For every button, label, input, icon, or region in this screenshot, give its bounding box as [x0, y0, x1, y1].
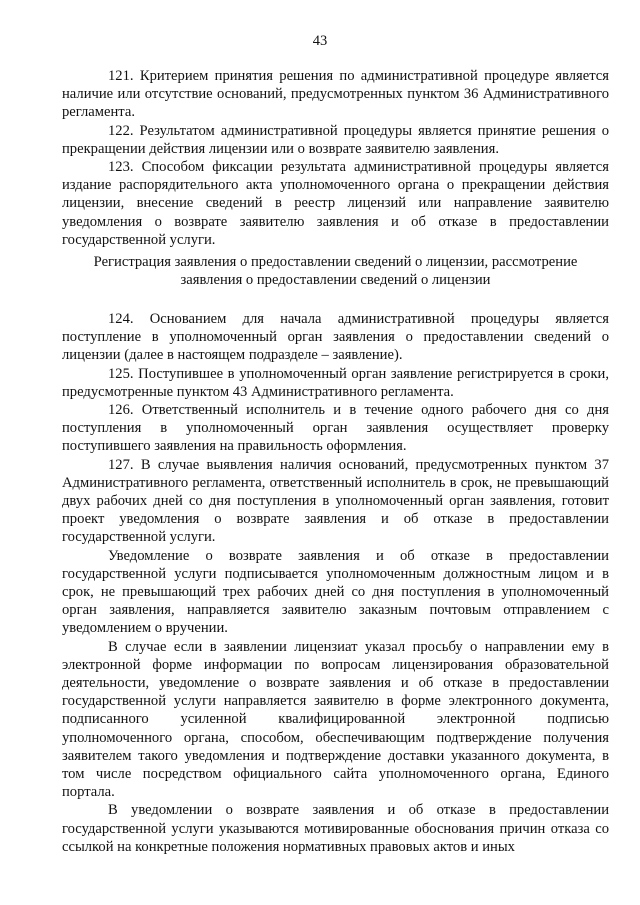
paragraph-126: 126. Ответственный исполнитель и в течение одного рабочего дня со дня поступления в уполномоченный орган заявления осуществляет проверку поступившего заявления на правильность оформления. [62, 402, 609, 455]
paragraph-127: 127. В случае выявления наличия оснований, предусмотренных пунктом 37 Административного регламента, ответственный исполнитель в срок, не превышающий двух рабочих дней со дня поступления в уполномоченный орган заявления, готовит проект уведомления о возврате заявления и об отказе в предоставлении государственной услуги. [62, 456, 609, 546]
paragraph-notice-signing: Уведомление о возврате заявления и об отказе в предоставлении государственной услуги подписывается уполномоченным должностным лицом и в срок, не превышающий трех рабочих дней со дня поступления в уполномоченный орган заявления, направляется заявителю заказным почтовым отправлением с уведомлением о вручении. [62, 547, 609, 637]
top-text-block [62, 67, 609, 249]
paragraph-124: 124. Основанием для начала административной процедуры является поступление в уполномоченный орган заявления о предоставлении сведений о лицензии (далее в настоящем подразделе – заявление). [62, 311, 609, 364]
paragraph-125: 125. Поступившее в уполномоченный орган заявление регистрируется в сроки, предусмотренные пунктом 43 Административного регламента. [62, 365, 609, 400]
paragraph-121: 121. Критерием принятия решения по административной процедуре является наличие или отсутствие оснований, предусмотренных пунктом 36 Административного регламента. [62, 68, 609, 121]
paragraph-electronic-form: В случае если в заявлении лицензиат указал просьбу о направлении ему в электронной форме информации по вопросам лицензирования образовательной деятельности, уведомление о возврате заявления и об отказе в предоставлении государственной услуги направляется заявителю в форме электронного документа, подписанного усиленной квалифицированной электронной подписью уполномоченного органа, способом, обеспечивающим подтверждение получения заявителем такого уведомления и подтверждение доставки указанного документа, в том числе посредством официального сайта уполномоченного органа, Единого портала. [62, 638, 609, 801]
paragraph-123: 123. Способом фиксации результата административной процедуры является издание распорядительного акта уполномоченного органа о прекращении действия лицензии, внесение сведений в реестр лицензий или направление заявителю уведомления о возврате заявителю заявления и об отказе в предоставлении государственной услуги. [62, 159, 609, 248]
section-heading: Регистрация заявления о предоставлении сведений о лицензии, рассмотрение заявления о предоставлении сведений о лицензии [93, 254, 578, 289]
paragraph-122: 122. Результатом административной процедуры является принятие решения о прекращении действия лицензии или о возврате заявителю заявления. [62, 122, 609, 157]
paragraph-refusal-reasons: В уведомлении о возврате заявления и об отказе в предоставлении государственной услуги указываются мотивированные обоснования причин отказа со ссылкой на конкретные положения нормативных правовых актов и иных [62, 802, 609, 855]
page-number: 43 [312, 33, 328, 49]
lower-text-block [62, 310, 609, 856]
